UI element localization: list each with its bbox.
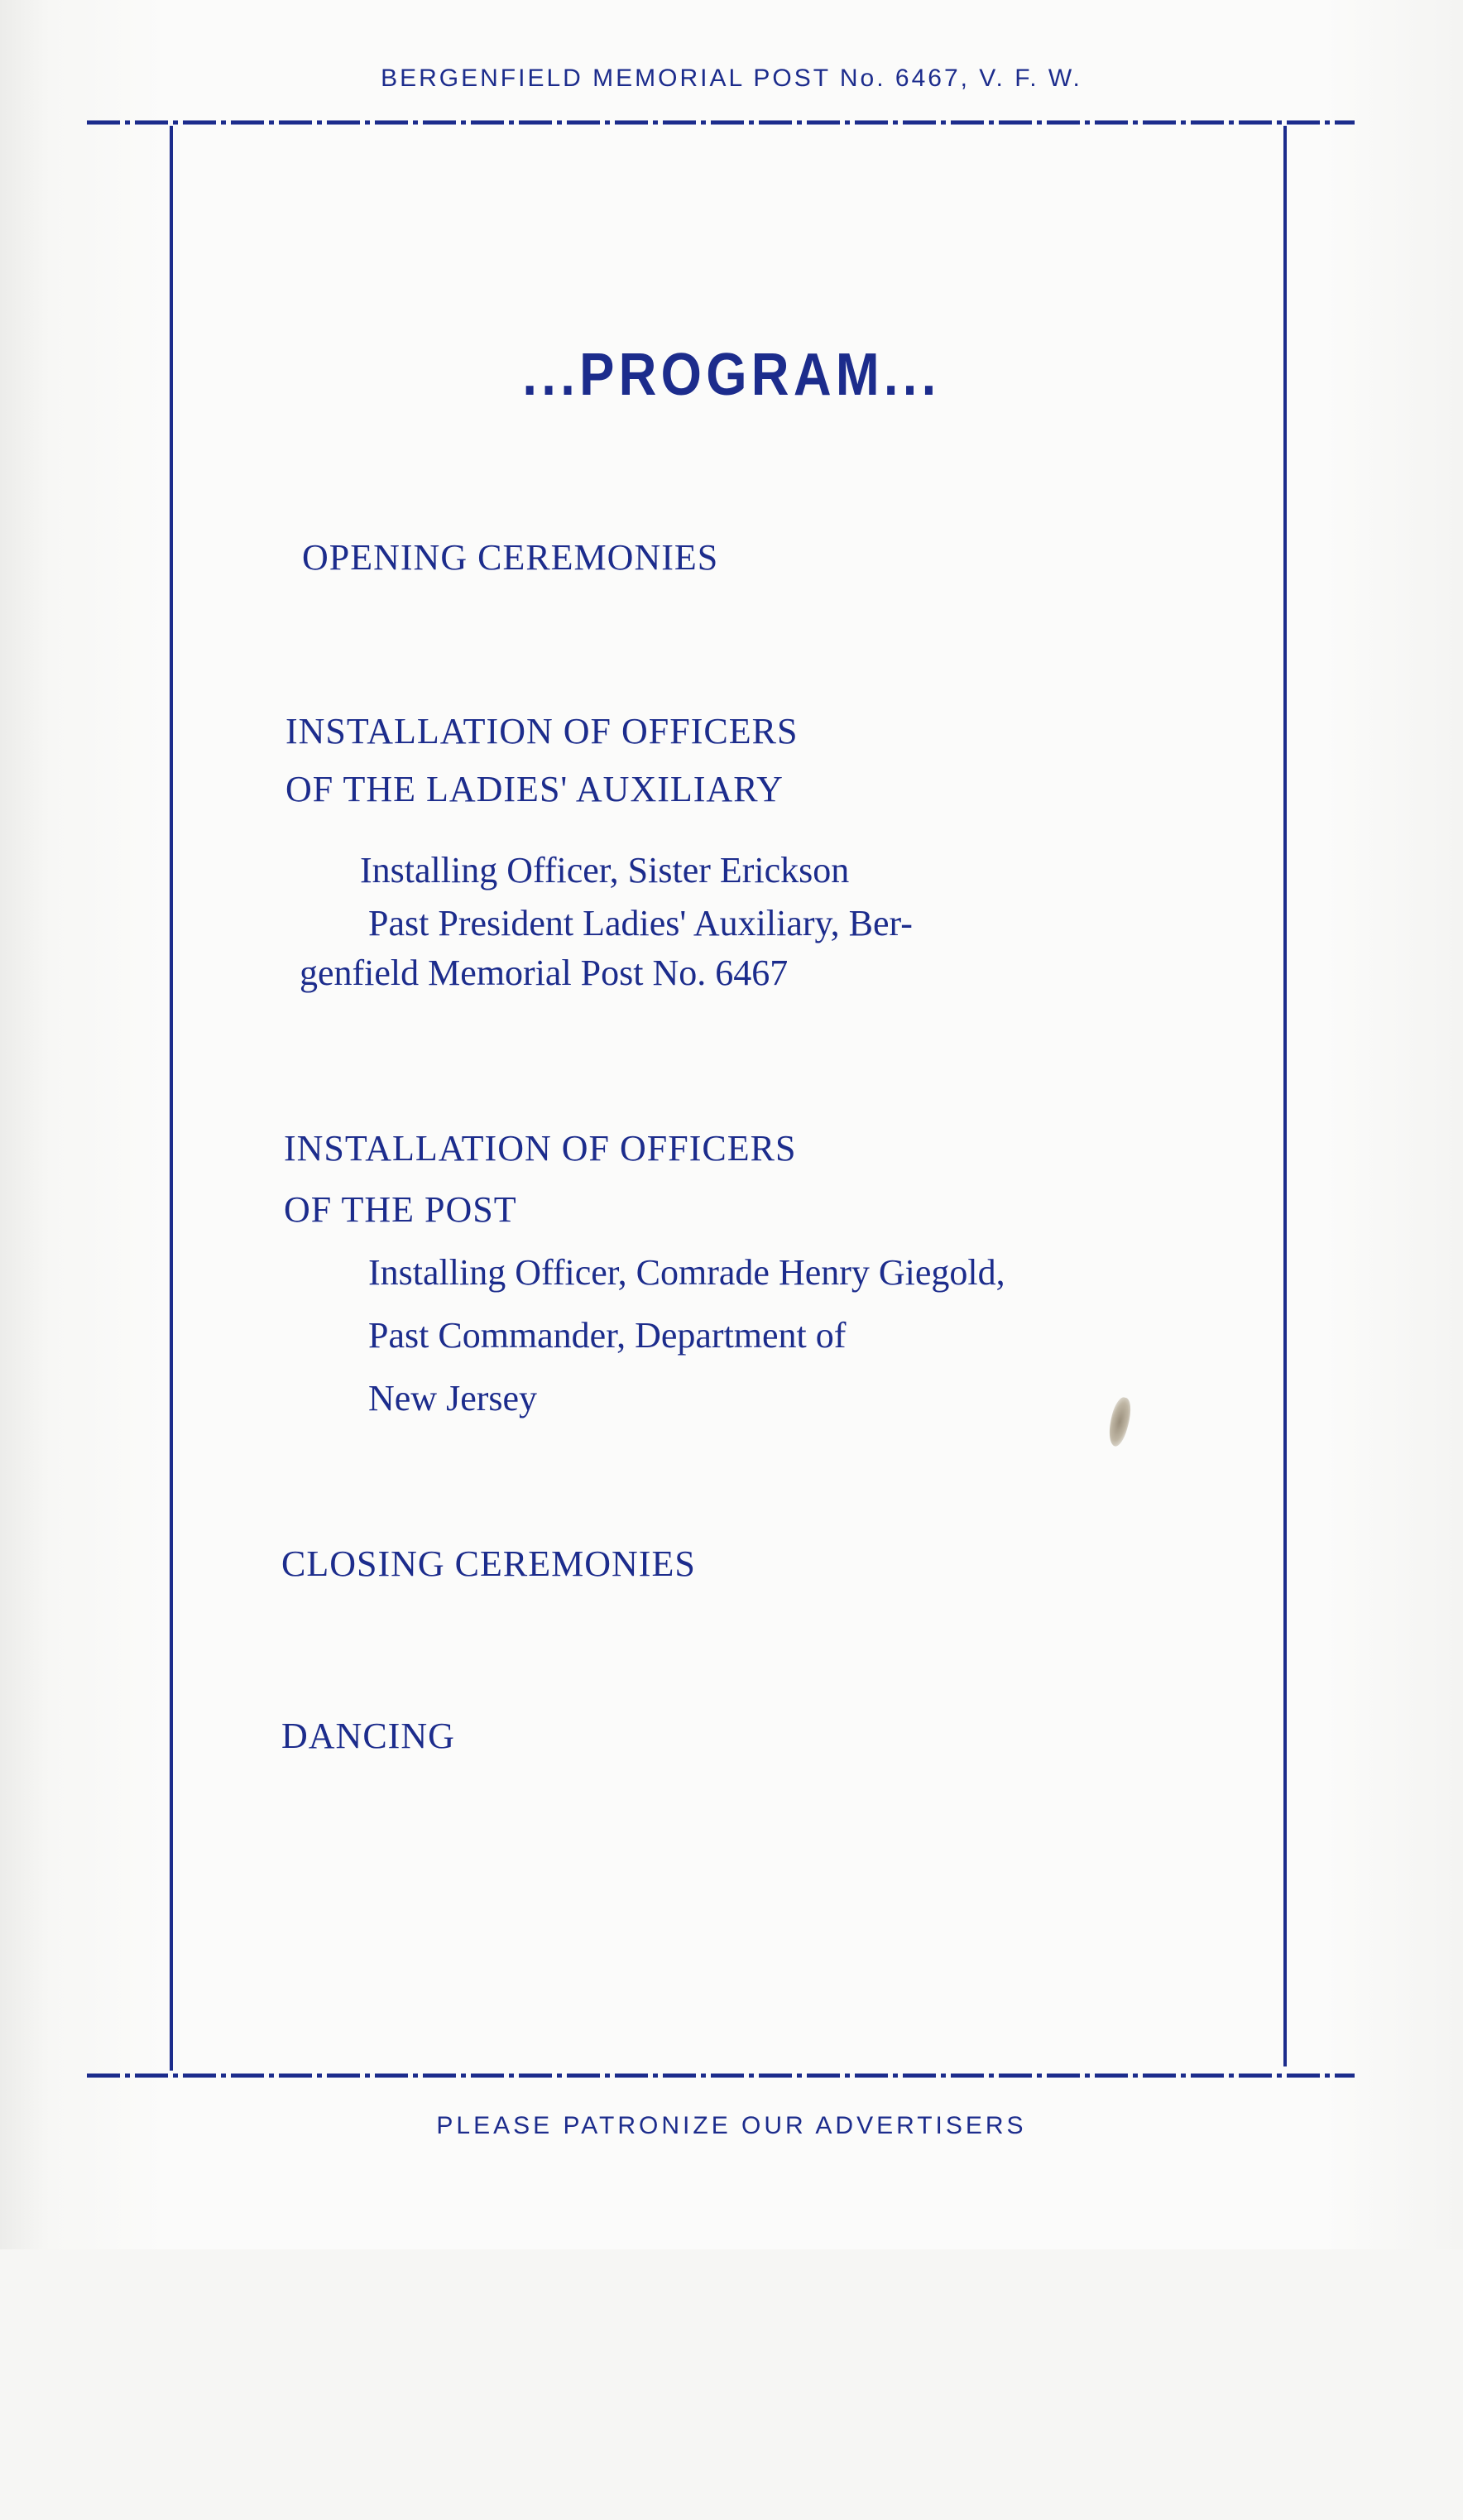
post-installing-officer: Installing Officer, Comrade Henry Giegold,: [368, 1252, 1005, 1293]
bottom-decorative-rule: [87, 2508, 1355, 2516]
right-border-line: [1283, 126, 1287, 2066]
program-title: ...PROGRAM...: [522, 342, 941, 408]
footer-advertisers-note: PLEASE PATRONIZE OUR ADVERTISERS: [436, 2112, 1027, 2139]
ladies-officer-post: genfield Memorial Post No. 6467: [300, 953, 789, 993]
top-rule: [87, 116, 1355, 124]
ladies-installing-officer: Installing Officer, Sister Erickson: [360, 850, 850, 890]
post-officer-department: New Jersey: [368, 1378, 538, 1418]
post-installation-heading-line-2: OF THE POST: [284, 1189, 517, 1230]
left-border-line: [170, 126, 173, 2071]
ladies-installation-heading-line-2: OF THE LADIES' AUXILIARY: [285, 769, 784, 809]
post-header: BERGENFIELD MEMORIAL POST No. 6467, V. F. W.: [381, 65, 1082, 92]
footer-border-rule: [87, 2069, 1355, 2077]
post-officer-title: Past Commander, Department of: [368, 1315, 847, 1356]
ladies-installation-heading-line-1: INSTALLATION OF OFFICERS: [285, 711, 799, 751]
closing-ceremonies: CLOSING CEREMONIES: [281, 1543, 696, 1584]
paper-smudge: [1105, 1395, 1135, 1448]
post-installation-heading-line-1: INSTALLATION OF OFFICERS: [284, 1128, 797, 1169]
opening-ceremonies: OPENING CEREMONIES: [302, 537, 719, 578]
ladies-officer-title: Past President Ladies' Auxiliary, Ber-: [368, 903, 913, 943]
dancing: DANCING: [281, 1716, 455, 1756]
